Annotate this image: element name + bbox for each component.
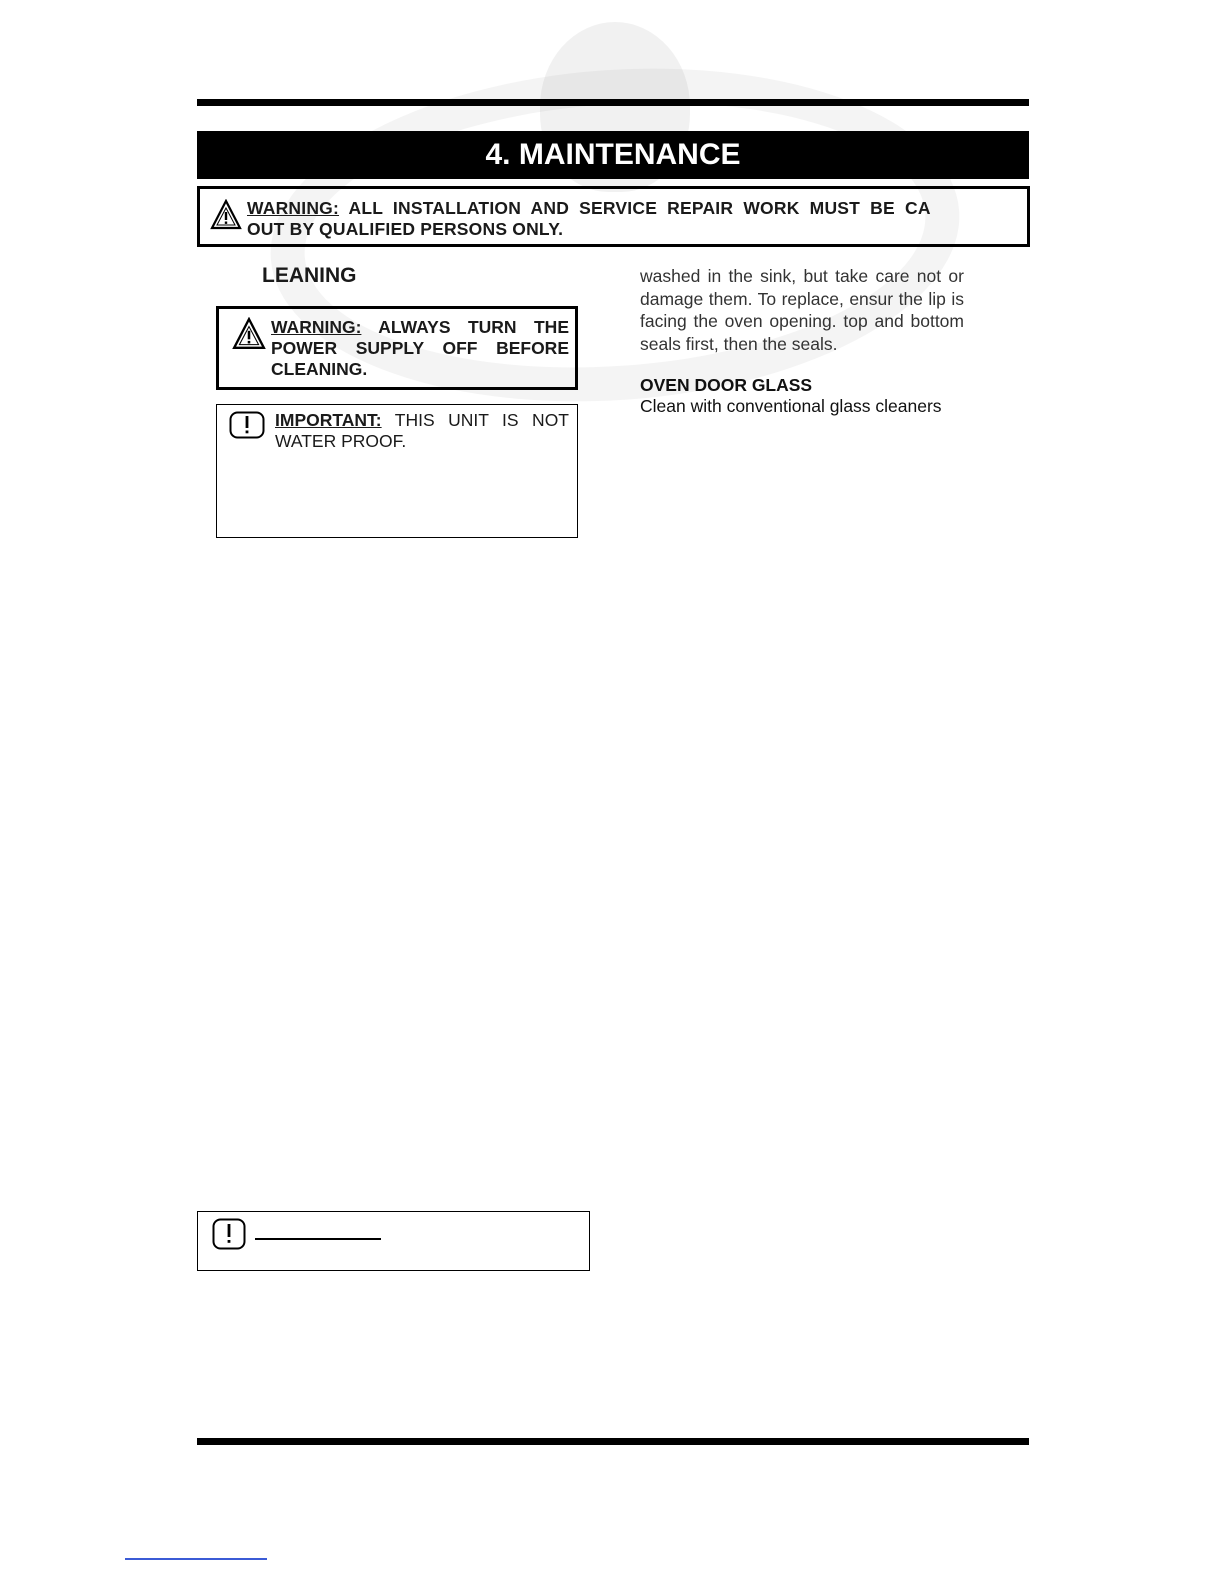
bottom-rule: [197, 1438, 1029, 1445]
cleaning-warning-label: WARNING:: [271, 317, 362, 337]
section-banner: [197, 131, 1029, 179]
top-rule: [197, 99, 1029, 106]
right-column: [640, 265, 964, 417]
important-box: [216, 404, 578, 538]
cleaning-warning-text: [271, 317, 569, 380]
oven-door-glass-text: Clean with conventional glass cleaners: [640, 396, 942, 416]
cleaning-warning-body: ALWAYS TURN THE POWER SUPPLY OFF BEFORE CLEANING.: [271, 317, 569, 379]
important-body: THIS UNIT IS NOT WATER PROOF.: [275, 410, 569, 451]
main-warning-text: [247, 198, 1030, 240]
important-box-bottom: [197, 1211, 590, 1271]
main-warning-line2: OUT BY QUALIFIED PERSONS ONLY.: [247, 219, 564, 239]
exclamation-icon: [212, 1218, 246, 1250]
important-underline: [255, 1238, 381, 1240]
exclamation-icon: [229, 411, 265, 439]
main-warning-line1: ALL INSTALLATION AND SERVICE REPAIR WORK MUST BE CA: [339, 198, 931, 218]
footer-link-underline[interactable]: [125, 1558, 267, 1560]
main-warning-label: WARNING:: [247, 198, 340, 218]
warning-triangle-icon: [232, 317, 266, 351]
warning-triangle-icon: [210, 199, 242, 231]
oven-door-glass-heading: OVEN DOOR GLASS: [640, 375, 813, 395]
important-text: [275, 410, 569, 452]
section-title: 4. MAINTENANCE: [485, 138, 741, 171]
important-label: IMPORTANT:: [275, 410, 382, 430]
main-warning-box: [197, 186, 1030, 247]
cleaning-heading: LEANING: [262, 264, 357, 287]
cleaning-warning-box: [216, 306, 578, 390]
door-seal-paragraph: washed in the sink, but take care not or damage them. To replace, ensur the lip is facing the oven opening. top and bottom seals first, then the seals.: [640, 266, 964, 354]
